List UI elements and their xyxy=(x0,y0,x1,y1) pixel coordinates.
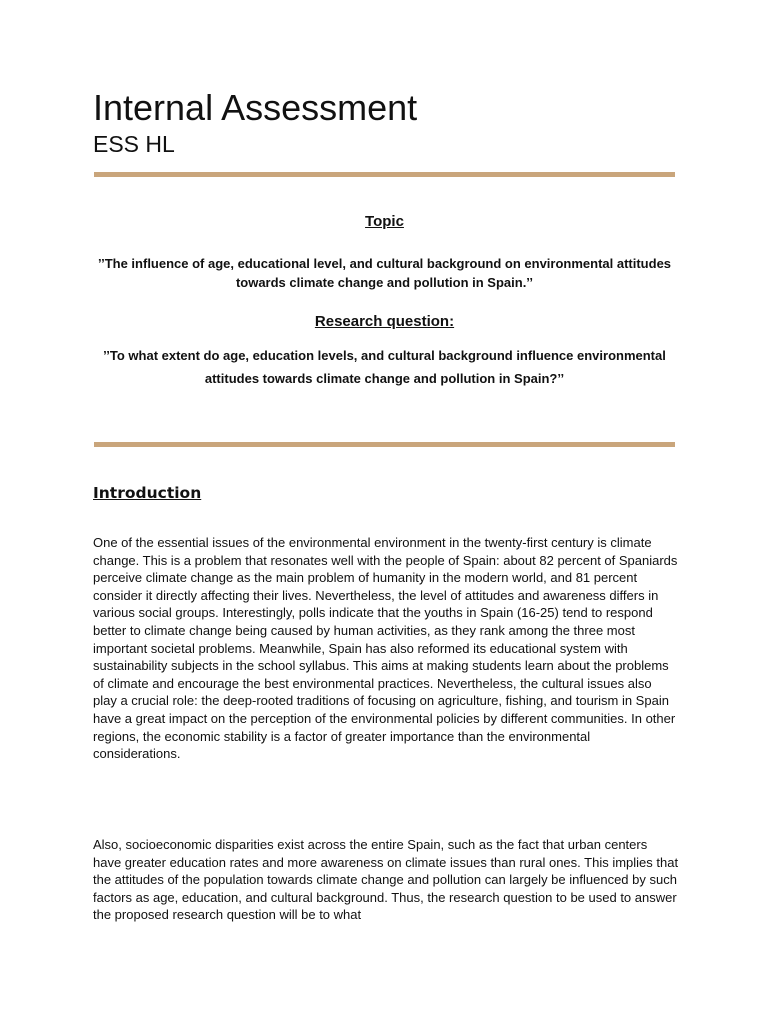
introduction-paragraph-1: One of the essential issues of the environmental environment in the twenty-first century is climate change. This is a problem that resonates well with the people of Spain: about 82 percent of Spaniards perceive climate change as the main problem of humanity in the modern world, and 81 percent consider it directly affecting their lives. Nevertheless, the level of attitudes and awareness differs in various social groups. Interestingly, polls indicate that the youths in Spain (16-25) tend to respond better to climate change being caused by human activities, as they rank among the three most important societal problems. Meanwhile, Spain has also reformed its educational system with sustainability subjects in the school syllabus. This aims at making students learn about the problems of climate and encourage the best environmental practices. Nevertheless, the cultural issues also play a crucial role: the deep-rooted traditions of focusing on agriculture, fishing, and tourism in Spain have a great impact on the perception of the environmental policies by different communities. In other regions, the economic stability is a factor of greater importance than the environmental considerations. xyxy=(93,535,678,762)
top-divider xyxy=(94,172,675,177)
research-question-heading: Research question: xyxy=(314,313,455,330)
introduction-paragraph-2: Also, socioeconomic disparities exist across the entire Spain, such as the fact that urban centers have greater education rates and more awareness on climate issues than rural ones. This implies that the attitudes of the population towards climate change and pollution can largely be influenced by such factors as age, education, and cultural background. Thus, the research question to be used to answer the proposed research question will be to what xyxy=(93,837,679,923)
research-question-text: ’’To what extent do age, education levels, and cultural background influence environmental attitudes towards climate change and pollution in Spain?’’ xyxy=(103,348,666,386)
topic-text: ’’The influence of age, educational level, and cultural background on environmental attitudes towards climate change and pollution in Spain.’’ xyxy=(97,256,672,290)
introduction-heading: Introduction xyxy=(93,484,202,502)
topic-heading: Topic xyxy=(365,213,404,230)
document-subtitle: ESS HL xyxy=(93,131,175,157)
document-title: Internal Assessment xyxy=(93,87,418,128)
section-divider xyxy=(94,442,675,447)
